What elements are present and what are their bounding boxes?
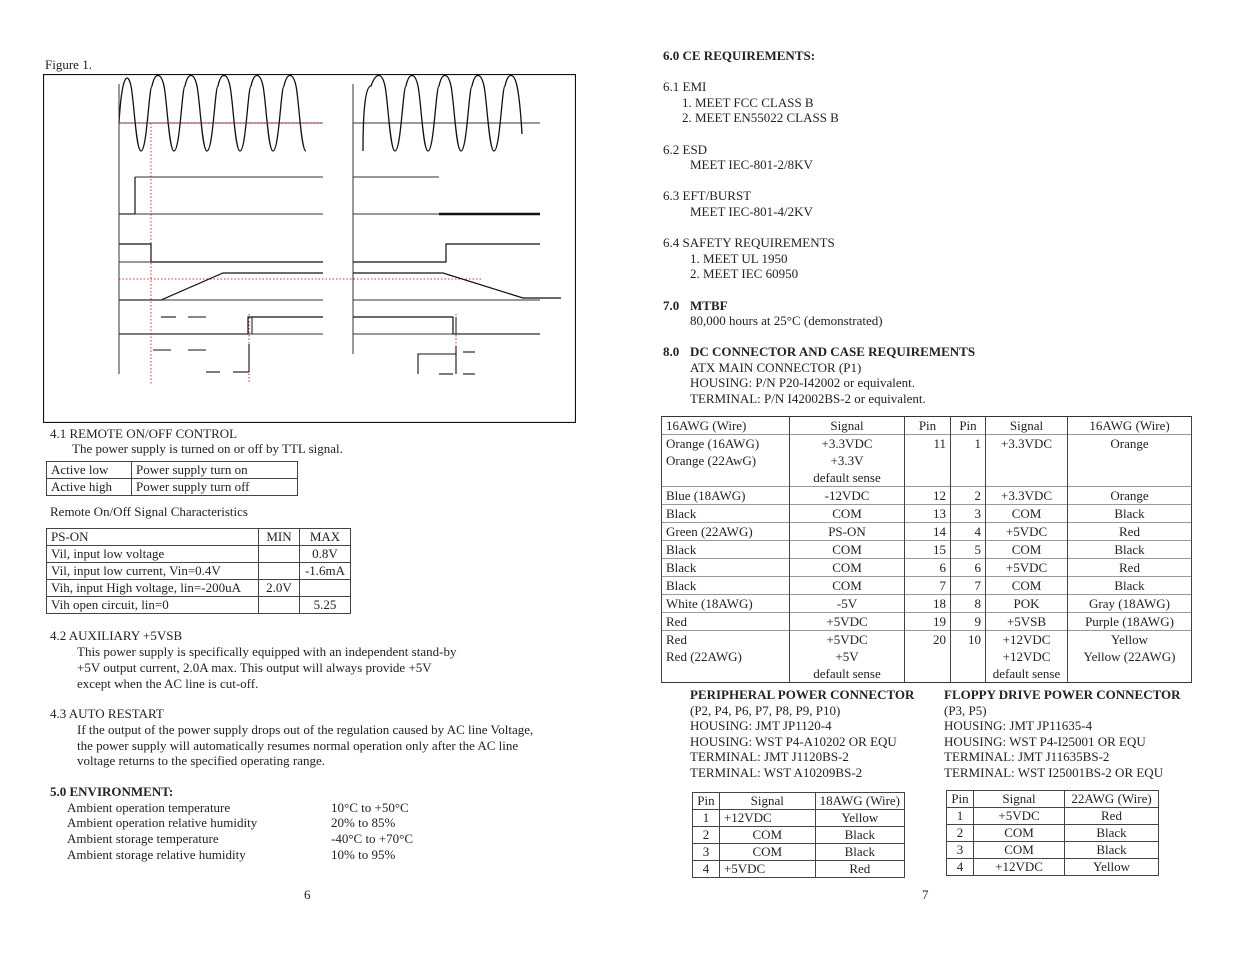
atx-cell-line: 4 [974,524,981,539]
char-cell: 2.0V [259,580,300,597]
figure-label: Figure 1. [45,57,92,72]
atx-cell-line: Green (22AWG) [666,524,753,539]
atx-row [662,559,1192,577]
pc-header: 18AWG (Wire) [815,793,904,810]
atx-cell-line: 2 [974,488,981,503]
atx-cell-line: Orange (22AwG) [666,453,757,468]
dc-number: 8.0 [663,344,680,359]
atx-cell [662,595,790,613]
fd-cell: COM [974,825,1065,842]
atx-cell [662,613,790,631]
pc-cell: 2 [693,827,720,844]
atx-cell [1068,595,1192,613]
atx-cell-line: 14 [933,524,946,539]
pc-cell: Yellow [815,810,904,827]
atx-cell-line: +5VDC [1005,560,1048,575]
fd-cell: 1 [947,808,974,825]
esd-text: MEET IEC-801-2/8KV [690,157,813,172]
atx-cell-line: Black [1114,542,1145,557]
aux-heading: 4.2 AUXILIARY +5VSB [50,628,183,643]
pc-cell: 4 [693,861,720,878]
env-label: Ambient storage relative humidity [67,847,246,862]
atx-cell [662,435,790,487]
floppy-line: TERMINAL: JMT J11635BS-2 [944,749,1110,764]
atx-cell-line: Black [666,506,697,521]
atx-cell [986,435,1068,487]
atx-cell-line: Black [666,578,697,593]
floppy-table [946,790,1159,876]
atx-cell [790,487,905,505]
fd-header: 22AWG (Wire) [1065,791,1159,808]
env-label: Ambient operation temperature [67,800,231,815]
atx-cell-line: Black [1114,578,1145,593]
eft-heading: 6.3 EFT/BURST [663,188,752,203]
atx-row [662,613,1192,631]
atx-cell [986,631,1068,683]
atx-cell-line: +5VDC [826,632,868,647]
atx-cell [951,559,986,577]
atx-cell-line: 7 [939,578,946,593]
char-table [46,528,351,614]
atx-cell-line: Black [666,560,697,575]
atx-cell-line: Blue (18AWG) [666,488,746,503]
atx-cell [986,541,1068,559]
atx-row [662,541,1192,559]
remote-table [46,461,298,496]
emi-item: 2. MEET EN55022 CLASS B [682,110,839,125]
atx-cell [790,631,905,683]
ac-wave-right [363,76,522,152]
peripheral-line: HOUSING: WST P4-A10202 OR EQU [690,734,897,749]
ce-heading: 6.0 CE REQUIREMENTS: [663,48,816,63]
atx-cell [1068,541,1192,559]
atx-cell [951,523,986,541]
pc-cell: +12VDC [719,810,815,827]
atx-cell-line: +5VDC [1005,524,1048,539]
atx-cell [951,595,986,613]
atx-cell [905,435,951,487]
char-cell: Vil, input low current, Vin=0.4V [47,563,259,580]
floppy-line: HOUSING: JMT JP11635-4 [944,718,1093,733]
safety-item: 2. MEET IEC 60950 [690,266,799,281]
atx-cell-line: -12VDC [824,488,870,503]
atx-row [662,487,1192,505]
mtbf-text: 80,000 hours at 25°C (demonstrated) [690,313,883,328]
atx-cell [951,613,986,631]
atx-cell [951,505,986,523]
atx-cell-line: +12VDC [1002,632,1051,647]
safety-heading: 6.4 SAFETY REQUIREMENTS [663,235,835,250]
atx-cell [905,505,951,523]
atx-cell-line: 5 [974,542,981,557]
pc-cell: COM [719,844,815,861]
char-cell: Vil, input low voltage [47,546,259,563]
fd-cell: Black [1065,842,1159,859]
atx-cell [951,541,986,559]
atx-cell-line: COM [1011,578,1042,593]
atx-header: 16AWG (Wire) [662,417,790,435]
atx-cell-line: 15 [933,542,946,557]
atx-cell [905,523,951,541]
atx-row [662,595,1192,613]
atx-cell [951,435,986,487]
atx-cell [790,523,905,541]
atx-cell-line: +5VDC [826,614,868,629]
restart-heading: 4.3 AUTO RESTART [50,706,164,721]
esd-heading: 6.2 ESD [663,142,708,157]
ac-wave-left [119,76,306,152]
atx-cell-line: 7 [974,578,981,593]
atx-cell [986,559,1068,577]
atx-cell [790,559,905,577]
atx-row [662,577,1192,595]
atx-cell [1068,613,1192,631]
fd-cell: Yellow [1065,859,1159,876]
safety-item: 1. MEET UL 1950 [690,251,788,266]
atx-cell-line: +5VSB [1006,614,1047,629]
aux-line: except when the AC line is cut-off. [77,676,259,691]
atx-cell [790,595,905,613]
atx-cell-line: Red [666,632,687,647]
atx-cell [662,523,790,541]
atx-cell [1068,559,1192,577]
atx-cell-line: Red [1119,524,1140,539]
peripheral-line: (P2, P4, P6, P7, P8, P9, P10) [690,703,841,718]
dc-line: TERMINAL: P/N I42002BS-2 or equivalent. [690,391,926,406]
atx-cell-line: Gray (18AWG) [1089,596,1170,611]
atx-cell [905,613,951,631]
pc-cell: Red [815,861,904,878]
atx-cell [662,541,790,559]
atx-cell [986,505,1068,523]
floppy-line: (P3, P5) [944,703,987,718]
atx-cell [1068,505,1192,523]
char-cell: 0.8V [300,546,351,563]
atx-cell [951,577,986,595]
pc-cell: +5VDC [719,861,815,878]
atx-cell-line: +12VDC [1002,649,1051,664]
atx-cell [662,631,790,683]
peripheral-table [692,792,905,878]
atx-cell [662,487,790,505]
atx-cell-line: Orange (16AWG) [666,436,760,451]
fd-cell: Red [1065,808,1159,825]
atx-cell-line: COM [832,506,862,521]
atx-cell [790,541,905,559]
atx-cell [1068,487,1192,505]
atx-cell-line: 1 [974,436,981,451]
atx-cell-line: 13 [933,506,946,521]
atx-cell [905,631,951,683]
floppy-line: HOUSING: WST P4-I25001 OR EQU [944,734,1146,749]
atx-cell-line: Red [666,614,687,629]
atx-cell-line: 3 [974,506,981,521]
mtbf-number: 7.0 [663,298,680,313]
fd-cell: +5VDC [974,808,1065,825]
atx-cell-line: -5V [836,596,858,611]
atx-cell-line: Red (22AWG) [666,649,742,664]
atx-cell-line: default sense [813,470,881,485]
aux-line: This power supply is specifically equipped with an independent stand-by [77,644,457,659]
atx-cell [986,523,1068,541]
pc-cell: Black [815,844,904,861]
char-cell [259,597,300,614]
remote-desc: The power supply is turned on or off by TTL signal. [72,441,343,456]
atx-cell [905,559,951,577]
char-cell [259,546,300,563]
atx-cell-line: 6 [939,560,946,575]
fd-cell: COM [974,842,1065,859]
atx-cell-line: +3.3V [830,453,864,468]
remote-cell: Active high [47,479,132,496]
atx-cell [905,595,951,613]
atx-cell-line: Yellow (22AWG) [1083,649,1176,664]
emi-heading: 6.1 EMI [663,79,707,94]
env-label: Ambient storage temperature [67,831,219,846]
floppy-line: TERMINAL: WST I25001BS-2 OR EQU [944,765,1164,780]
eft-text: MEET IEC-801-4/2KV [690,204,813,219]
pc-cell: 3 [693,844,720,861]
atx-cell [790,577,905,595]
atx-cell [1068,435,1192,487]
atx-cell-line: Yellow [1111,632,1148,647]
dc-line: HOUSING: P/N P20-I42002 or equivalent. [690,375,915,390]
atx-cell-line: PS-ON [828,524,866,539]
pc-cell: Black [815,827,904,844]
atx-cell-line: default sense [813,666,881,681]
pc-cell: 1 [693,810,720,827]
pc-header: Pin [693,793,720,810]
char-cell [259,563,300,580]
char-header: PS-ON [47,529,259,546]
env-label: Ambient operation relative humidity [67,815,258,830]
atx-cell-line: 6 [974,560,981,575]
atx-cell [951,487,986,505]
atx-cell-line: 12 [933,488,946,503]
atx-cell-line: COM [832,542,862,557]
peripheral-title: PERIPHERAL POWER CONNECTOR [690,687,915,702]
char-caption: Remote On/Off Signal Characteristics [50,504,248,519]
char-cell: Vih, input High voltage, lin=-200uA [47,580,259,597]
restart-line: voltage returns to the specified operating range. [77,753,325,768]
atx-header: Pin [905,417,951,435]
env-heading: 5.0 ENVIRONMENT: [50,784,174,799]
atx-row [662,523,1192,541]
atx-cell-line: +5V [835,649,859,664]
peripheral-line: HOUSING: JMT JP1120-4 [690,718,832,733]
atx-header: 16AWG (Wire) [1068,417,1192,435]
atx-cell-line: Black [1114,506,1145,521]
atx-cell-line: +3.3VDC [1000,488,1053,503]
restart-line: the power supply will automatically resumes normal operation only after the AC line [77,738,519,753]
pc-cell: COM [719,827,815,844]
atx-cell-line: 19 [933,614,946,629]
atx-cell-line: 18 [933,596,946,611]
atx-connector-table [661,416,1192,683]
atx-cell [662,577,790,595]
char-cell: 5.25 [300,597,351,614]
atx-cell-line: 20 [933,632,946,647]
atx-row [662,631,1192,683]
atx-header: Signal [986,417,1068,435]
atx-cell [790,505,905,523]
mtbf-title: MTBF [690,298,728,313]
emi-item: 1. MEET FCC CLASS B [682,95,814,110]
atx-cell-line: COM [832,578,862,593]
restart-line: If the output of the power supply drops out of the regulation caused by AC line Voltage, [77,722,534,737]
remote-cell: Power supply turn off [132,479,298,496]
fd-cell: Black [1065,825,1159,842]
atx-cell [986,577,1068,595]
char-cell: -1.6mA [300,563,351,580]
char-cell: Vih open circuit, lin=0 [47,597,259,614]
atx-cell-line: Red [1119,560,1140,575]
remote-heading: 4.1 REMOTE ON/OFF CONTROL [50,426,238,441]
char-header: MIN [259,529,300,546]
atx-cell [905,577,951,595]
env-value: 20% to 85% [331,815,396,830]
fd-cell: +12VDC [974,859,1065,876]
atx-cell-line: default sense [992,666,1061,681]
atx-cell-line: Orange [1110,488,1149,503]
fd-cell: 3 [947,842,974,859]
atx-header: Pin [951,417,986,435]
peripheral-line: TERMINAL: WST A10209BS-2 [690,765,863,780]
atx-cell-line: COM [832,560,862,575]
timing-diagram [43,74,576,423]
fd-cell: 2 [947,825,974,842]
fd-header: Pin [947,791,974,808]
env-value: 10% to 95% [331,847,396,862]
fd-cell: 4 [947,859,974,876]
atx-cell [662,505,790,523]
remote-cell: Power supply turn on [132,462,298,479]
char-header: MAX [300,529,351,546]
pc-header: Signal [719,793,815,810]
atx-cell [790,613,905,631]
atx-cell-line: +3.3VDC [821,436,873,451]
char-cell [300,580,351,597]
atx-cell-line: COM [1011,542,1042,557]
atx-cell-line: Black [666,542,697,557]
atx-cell-line: 11 [933,436,946,451]
atx-cell-line: 8 [974,596,981,611]
atx-header: Signal [790,417,905,435]
remote-cell: Active low [47,462,132,479]
env-value: 10°C to +50°C [331,800,409,815]
atx-cell [790,435,905,487]
floppy-title: FLOPPY DRIVE POWER CONNECTOR [944,687,1181,702]
atx-cell-line: COM [1011,506,1042,521]
page-number-right: 7 [922,887,929,902]
atx-cell [986,487,1068,505]
atx-cell [951,631,986,683]
dc-title: DC CONNECTOR AND CASE REQUIREMENTS [690,344,976,359]
atx-cell-line: White (18AWG) [666,596,753,611]
atx-row [662,435,1192,487]
atx-cell [905,541,951,559]
fd-header: Signal [974,791,1065,808]
atx-cell-line: +3.3VDC [1000,436,1053,451]
env-value: -40°C to +70°C [331,831,414,846]
atx-cell [1068,631,1192,683]
atx-cell-line: 9 [974,614,981,629]
atx-cell-line: 10 [968,632,981,647]
dc-line: ATX MAIN CONNECTOR (P1) [690,360,862,375]
atx-cell-line: Orange [1110,436,1149,451]
atx-cell [905,487,951,505]
atx-row [662,505,1192,523]
atx-cell-line: POK [1013,596,1040,611]
aux-line: +5V output current, 2.0A max. This output will always provide +5V [77,660,432,675]
atx-cell [986,595,1068,613]
peripheral-line: TERMINAL: JMT J1120BS-2 [690,749,849,764]
atx-cell [662,559,790,577]
atx-cell [1068,577,1192,595]
page-number-left: 6 [304,887,311,902]
atx-cell [1068,523,1192,541]
atx-cell-line: Purple (18AWG) [1085,614,1174,629]
atx-cell [986,613,1068,631]
